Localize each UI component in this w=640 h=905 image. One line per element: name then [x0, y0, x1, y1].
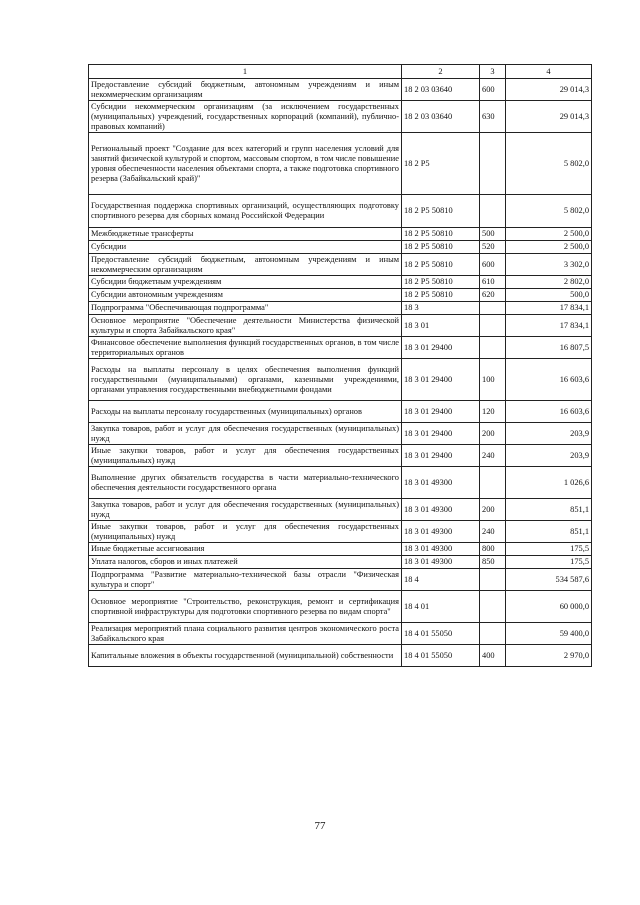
table-row: [89, 623, 592, 645]
column-header-code: 2: [402, 65, 480, 79]
table-row: [89, 315, 592, 337]
row-amount: 175,5: [506, 543, 592, 556]
row-expense-type: 630: [480, 101, 506, 133]
row-expense-type: 600: [480, 254, 506, 276]
row-expense-type: 240: [480, 445, 506, 467]
row-name: Региональный проект "Создание для всех категорий и групп населения условий для занятий физической культурой и спортом, массовым спортом, в том числе повышение уровня обеспеченности населения объектами спорта, а также подготовка спортивного резерва (Забайкальский край)": [89, 133, 402, 195]
row-name: Государственная поддержка спортивных организаций, осуществляющих подготовку спортивного резерва для сборных команд Российской Федерации: [89, 195, 402, 228]
row-name: Основное мероприятие "Строительство, реконструкция, ремонт и сертификация спортивной инфраструктуры для подготовки спортивного резерва по видам спорта": [89, 591, 402, 623]
row-code: 18 3 01 49300: [402, 543, 480, 556]
page-number: 77: [314, 820, 326, 832]
row-expense-type: 850: [480, 556, 506, 569]
row-code: 18 4: [402, 569, 480, 591]
table-row: [89, 467, 592, 499]
row-name: Реализация мероприятий плана социального развития центров экономического роста Забайкальского края: [89, 623, 402, 645]
row-code: 18 2 03 03640: [402, 101, 480, 133]
row-name: Уплата налогов, сборов и иных платежей: [89, 556, 402, 569]
row-amount: 2 802,0: [506, 276, 592, 289]
row-name: Иные бюджетные ассигнования: [89, 543, 402, 556]
row-name: Субсидии: [89, 241, 402, 254]
row-amount: 1 026,6: [506, 467, 592, 499]
table-row: [89, 645, 592, 667]
row-amount: 17 834,1: [506, 315, 592, 337]
row-code: 18 2 P5 50810: [402, 228, 480, 241]
row-name: Выполнение других обязательств государства в части материально-технического обеспечения деятельности государственного органа: [89, 467, 402, 499]
row-name: Подпрограмма "Обеспечивающая подпрограмма": [89, 302, 402, 315]
row-code: 18 3 01 29400: [402, 359, 480, 401]
table-row: [89, 337, 592, 359]
row-name: Подпрограмма "Развитие материально-технической базы отрасли "Физическая культура и спорт": [89, 569, 402, 591]
document-page: [88, 64, 591, 667]
table-row: [89, 445, 592, 467]
row-expense-type: 610: [480, 276, 506, 289]
row-amount: 203,9: [506, 423, 592, 445]
row-expense-type: [480, 195, 506, 228]
row-code: 18 2 P5 50810: [402, 254, 480, 276]
row-code: 18 2 P5 50810: [402, 241, 480, 254]
table-row: [89, 289, 592, 302]
row-amount: 2 500,0: [506, 228, 592, 241]
row-expense-type: 400: [480, 645, 506, 667]
column-header-name: 1: [89, 65, 402, 79]
row-amount: 851,1: [506, 499, 592, 521]
row-code: 18 2 P5 50810: [402, 276, 480, 289]
row-name: Финансовое обеспечение выполнения функций государственных органов, в том числе территориальных органов: [89, 337, 402, 359]
row-code: 18 3 01 29400: [402, 423, 480, 445]
table-row: [89, 302, 592, 315]
row-code: 18 4 01 55050: [402, 645, 480, 667]
row-amount: 3 302,0: [506, 254, 592, 276]
table-row: [89, 499, 592, 521]
table-row: [89, 556, 592, 569]
row-amount: 59 400,0: [506, 623, 592, 645]
row-amount: 16 807,5: [506, 337, 592, 359]
row-expense-type: [480, 337, 506, 359]
row-code: 18 2 P5 50810: [402, 289, 480, 302]
row-code: 18 3 01 49300: [402, 521, 480, 543]
table-row: [89, 79, 592, 101]
row-expense-type: 200: [480, 499, 506, 521]
row-amount: 2 500,0: [506, 241, 592, 254]
table-row: [89, 543, 592, 556]
row-code: 18 3 01 49300: [402, 556, 480, 569]
row-expense-type: [480, 569, 506, 591]
table-row: [89, 401, 592, 423]
row-expense-type: 620: [480, 289, 506, 302]
row-name: Закупка товаров, работ и услуг для обеспечения государственных (муниципальных) нужд: [89, 499, 402, 521]
table-row: [89, 101, 592, 133]
row-code: 18 3 01: [402, 315, 480, 337]
row-code: 18 3 01 29400: [402, 445, 480, 467]
row-expense-type: 800: [480, 543, 506, 556]
row-code: 18 3 01 49300: [402, 499, 480, 521]
row-name: Капитальные вложения в объекты государственной (муниципальной) собственности: [89, 645, 402, 667]
column-number-row: [89, 65, 592, 79]
row-amount: 2 970,0: [506, 645, 592, 667]
row-amount: 16 603,6: [506, 401, 592, 423]
row-code: 18 3: [402, 302, 480, 315]
budget-table: [88, 64, 592, 667]
table-row: [89, 241, 592, 254]
row-expense-type: [480, 315, 506, 337]
table-row: [89, 521, 592, 543]
row-amount: 851,1: [506, 521, 592, 543]
row-expense-type: 100: [480, 359, 506, 401]
row-amount: 500,0: [506, 289, 592, 302]
row-name: Межбюджетные трансферты: [89, 228, 402, 241]
row-amount: 203,9: [506, 445, 592, 467]
row-expense-type: 500: [480, 228, 506, 241]
row-name: Предоставление субсидий бюджетным, автономным учреждениям и иным некоммерческим организациям: [89, 79, 402, 101]
row-expense-type: [480, 467, 506, 499]
row-name: Субсидии автономным учреждениям: [89, 289, 402, 302]
row-code: 18 3 01 29400: [402, 401, 480, 423]
table-row: [89, 133, 592, 195]
row-name: Предоставление субсидий бюджетным, автономным учреждениям и иным некоммерческим организациям: [89, 254, 402, 276]
row-amount: 60 000,0: [506, 591, 592, 623]
row-expense-type: 120: [480, 401, 506, 423]
table-row: [89, 228, 592, 241]
row-code: 18 4 01: [402, 591, 480, 623]
row-expense-type: 240: [480, 521, 506, 543]
row-expense-type: 200: [480, 423, 506, 445]
table-row: [89, 569, 592, 591]
row-code: 18 3 01 29400: [402, 337, 480, 359]
row-expense-type: [480, 623, 506, 645]
table-row: [89, 423, 592, 445]
row-name: Иные закупки товаров, работ и услуг для обеспечения государственных (муниципальных) нужд: [89, 445, 402, 467]
row-code: 18 2 03 03640: [402, 79, 480, 101]
table-body: [89, 79, 592, 667]
column-header-amount: 4: [506, 65, 592, 79]
table-row: [89, 254, 592, 276]
row-amount: 175,5: [506, 556, 592, 569]
table-row: [89, 359, 592, 401]
row-name: Субсидии некоммерческим организациям (за исключением государственных (муниципальных) учреждений, государственных корпораций (компаний), публично-правовых компаний): [89, 101, 402, 133]
row-name: Иные закупки товаров, работ и услуг для обеспечения государственных (муниципальных) нужд: [89, 521, 402, 543]
row-code: 18 4 01 55050: [402, 623, 480, 645]
row-expense-type: 600: [480, 79, 506, 101]
row-expense-type: [480, 302, 506, 315]
column-header-expense-type: 3: [480, 65, 506, 79]
row-amount: 5 802,0: [506, 133, 592, 195]
row-name: Субсидии бюджетным учреждениям: [89, 276, 402, 289]
row-amount: 5 802,0: [506, 195, 592, 228]
table-row: [89, 591, 592, 623]
row-name: Расходы на выплаты персоналу государственных (муниципальных) органов: [89, 401, 402, 423]
row-code: 18 2 P5: [402, 133, 480, 195]
row-name: Основное мероприятие "Обеспечение деятельности Министерства физической культуры и спорта Забайкальского края": [89, 315, 402, 337]
row-amount: 17 834,1: [506, 302, 592, 315]
row-code: 18 2 P5 50810: [402, 195, 480, 228]
row-name: Закупка товаров, работ и услуг для обеспечения государственных (муниципальных) нужд: [89, 423, 402, 445]
row-amount: 534 587,6: [506, 569, 592, 591]
row-expense-type: 520: [480, 241, 506, 254]
row-amount: 16 603,6: [506, 359, 592, 401]
row-code: 18 3 01 49300: [402, 467, 480, 499]
row-name: Расходы на выплаты персоналу в целях обеспечения выполнения функций государственными (муниципальными) органами, казенными учреждениями, органами управления государственными внебюджетными фондами: [89, 359, 402, 401]
table-row: [89, 195, 592, 228]
row-expense-type: [480, 591, 506, 623]
row-amount: 29 014,3: [506, 101, 592, 133]
table-row: [89, 276, 592, 289]
row-expense-type: [480, 133, 506, 195]
row-amount: 29 014,3: [506, 79, 592, 101]
